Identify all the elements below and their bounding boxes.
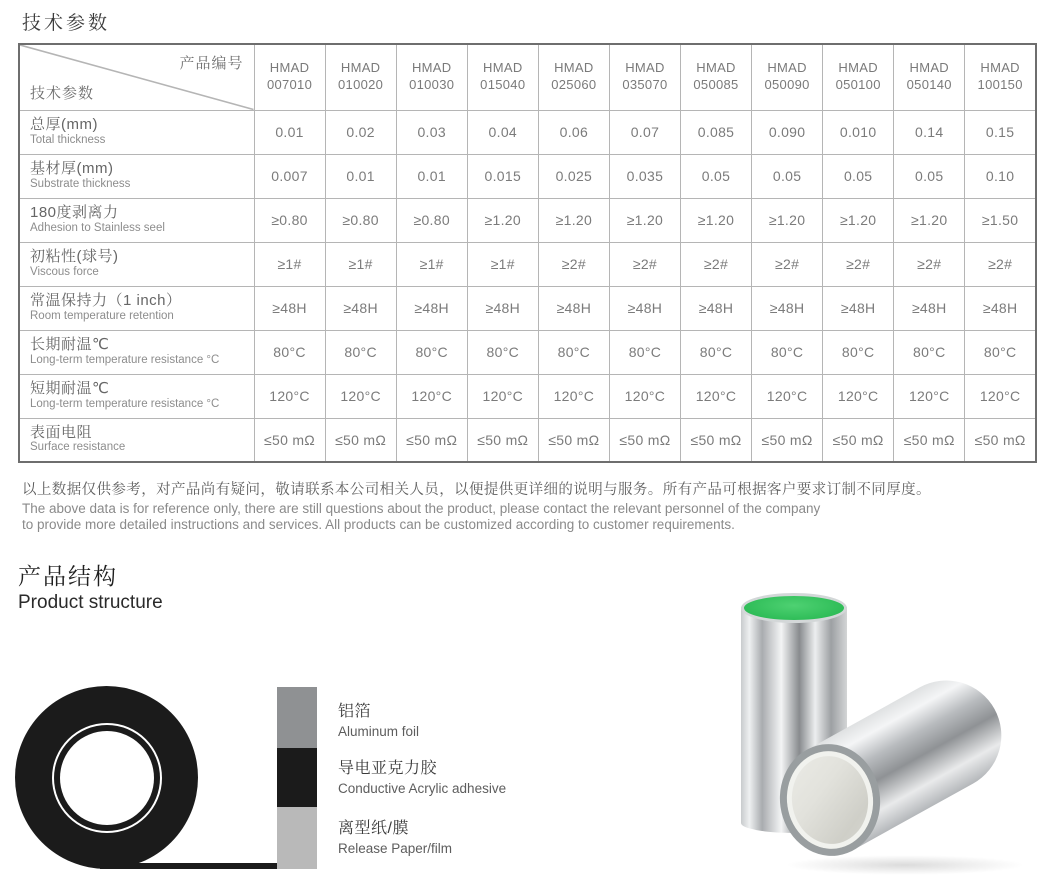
layer-stack	[277, 687, 317, 869]
value-cell: 0.01	[396, 154, 467, 198]
header-row	[19, 44, 1036, 110]
value-cell: ≤50 mΩ	[823, 418, 894, 462]
value-cell: ≥2#	[965, 242, 1036, 286]
value-cell: 120°C	[752, 374, 823, 418]
value-cell: ≥1.20	[609, 198, 680, 242]
tape-roll-schematic	[15, 686, 198, 869]
value-cell: 0.015	[467, 154, 538, 198]
value-cell: 0.07	[609, 110, 680, 154]
param-label-cell: 常温保持力（1 inch） Room temperature retention	[19, 286, 254, 330]
table-row	[19, 286, 1036, 330]
layer-label-zh: 导电亚克力胶	[338, 760, 438, 777]
value-cell: ≤50 mΩ	[325, 418, 396, 462]
table-row	[19, 198, 1036, 242]
value-cell: 120°C	[894, 374, 965, 418]
layer-swatch-conductive-adhesive	[277, 748, 317, 807]
value-cell: ≥1.20	[467, 198, 538, 242]
layer-label-en: Aluminum foil	[338, 724, 420, 739]
value-cell: 80°C	[752, 330, 823, 374]
param-label-cell: 总厚(mm) Total thickness	[19, 110, 254, 154]
value-cell: 0.035	[609, 154, 680, 198]
value-cell: 80°C	[823, 330, 894, 374]
table-row	[19, 110, 1036, 154]
value-cell: ≤50 mΩ	[609, 418, 680, 462]
tilted-roll-shadow	[785, 855, 1025, 875]
value-cell: ≥48H	[538, 286, 609, 330]
value-cell: ≥48H	[823, 286, 894, 330]
value-cell: 120°C	[823, 374, 894, 418]
column-header: HMAD 035070	[609, 44, 680, 110]
value-cell: 120°C	[396, 374, 467, 418]
value-cell: 120°C	[538, 374, 609, 418]
value-cell: ≥1#	[254, 242, 325, 286]
value-cell: ≤50 mΩ	[894, 418, 965, 462]
value-cell: 0.05	[680, 154, 751, 198]
value-cell: ≥1.20	[538, 198, 609, 242]
table-row	[19, 154, 1036, 198]
value-cell: 80°C	[325, 330, 396, 374]
value-cell: ≥48H	[894, 286, 965, 330]
value-cell: ≥2#	[538, 242, 609, 286]
value-cell: 0.10	[965, 154, 1036, 198]
value-cell: ≥1.20	[680, 198, 751, 242]
value-cell: 0.025	[538, 154, 609, 198]
value-cell: 80°C	[680, 330, 751, 374]
value-cell: 120°C	[325, 374, 396, 418]
column-header: HMAD 025060	[538, 44, 609, 110]
value-cell: 0.05	[823, 154, 894, 198]
value-cell: 0.15	[965, 110, 1036, 154]
note-chinese: 以上数据仅供参考，对产品尚有疑问，敬请联系本公司相关人员，以便提供更详细的说明与服务。所有产品可根据客户要求订制不同厚度。	[22, 482, 931, 498]
value-cell: 0.04	[467, 110, 538, 154]
value-cell: ≥1#	[467, 242, 538, 286]
table-row	[19, 242, 1036, 286]
product-structure-title-zh: 产品结构	[18, 563, 118, 589]
value-cell: ≥0.80	[325, 198, 396, 242]
value-cell: ≤50 mΩ	[752, 418, 823, 462]
value-cell: 0.010	[823, 110, 894, 154]
value-cell: ≥48H	[609, 286, 680, 330]
param-label-cell: 短期耐温℃ Long-term temperature resistance °C	[19, 374, 254, 418]
note-english-line1: The above data is for reference only, there are still questions about the product, please contact the relevant personnel of the company	[22, 501, 821, 516]
spec-table	[18, 43, 1037, 463]
value-cell: ≥48H	[752, 286, 823, 330]
column-header: HMAD 050085	[680, 44, 751, 110]
value-cell: 80°C	[609, 330, 680, 374]
value-cell: 0.085	[680, 110, 751, 154]
value-cell: ≥48H	[467, 286, 538, 330]
value-cell: 80°C	[965, 330, 1036, 374]
tape-strip	[100, 863, 278, 869]
value-cell: ≤50 mΩ	[467, 418, 538, 462]
value-cell: ≥2#	[752, 242, 823, 286]
value-cell: 0.01	[325, 154, 396, 198]
value-cell: ≥48H	[325, 286, 396, 330]
param-label-cell: 初粘性(球号) Viscous force	[19, 242, 254, 286]
param-label-cell: 180度剥离力 Adhesion to Stainless seel	[19, 198, 254, 242]
note-english-line2: to provide more detailed instructions and services. All products can be customized according to customer requirements.	[22, 516, 735, 532]
param-label-cell: 表面电阻 Surface resistance	[19, 418, 254, 462]
layer-label-conductive-adhesive	[338, 755, 506, 796]
value-cell: ≥2#	[894, 242, 965, 286]
value-cell: 0.05	[894, 154, 965, 198]
column-header: HMAD 010020	[325, 44, 396, 110]
value-cell: ≥48H	[680, 286, 751, 330]
layer-label-release-paper	[338, 815, 452, 856]
layer-label-aluminum-foil	[338, 698, 419, 739]
value-cell: 0.14	[894, 110, 965, 154]
corner-header-cell	[19, 44, 254, 110]
value-cell: ≤50 mΩ	[965, 418, 1036, 462]
value-cell: ≤50 mΩ	[396, 418, 467, 462]
value-cell: 0.02	[325, 110, 396, 154]
value-cell: ≥48H	[965, 286, 1036, 330]
value-cell: 0.06	[538, 110, 609, 154]
value-cell: ≥1#	[396, 242, 467, 286]
value-cell: ≤50 mΩ	[680, 418, 751, 462]
layer-label-en: Conductive Acrylic adhesive	[338, 781, 507, 796]
value-cell: 0.05	[752, 154, 823, 198]
column-header: HMAD 015040	[467, 44, 538, 110]
value-cell: ≥48H	[254, 286, 325, 330]
layer-swatch-aluminum-foil	[277, 687, 317, 748]
table-row	[19, 374, 1036, 418]
value-cell: ≥0.80	[254, 198, 325, 242]
corner-label-product-code: 产品编号	[179, 55, 244, 72]
note-english	[22, 501, 820, 533]
param-label-cell: 基材厚(mm) Substrate thickness	[19, 154, 254, 198]
tape-roll-core	[60, 731, 154, 825]
table-row	[19, 330, 1036, 374]
value-cell: 80°C	[254, 330, 325, 374]
layer-label-zh: 铝箔	[338, 703, 372, 720]
value-cell: 0.090	[752, 110, 823, 154]
value-cell: ≥2#	[823, 242, 894, 286]
column-header: HMAD 050090	[752, 44, 823, 110]
column-header: HMAD 050140	[894, 44, 965, 110]
value-cell: ≥1#	[325, 242, 396, 286]
value-cell: 120°C	[965, 374, 1036, 418]
value-cell: ≥1.20	[823, 198, 894, 242]
table-row	[19, 418, 1036, 462]
value-cell: 80°C	[538, 330, 609, 374]
value-cell: ≤50 mΩ	[254, 418, 325, 462]
value-cell: ≥2#	[609, 242, 680, 286]
standing-roll-green-top	[741, 593, 847, 623]
value-cell: ≤50 mΩ	[538, 418, 609, 462]
layer-label-en: Release Paper/film	[338, 841, 453, 856]
corner-label-tech-params: 技术参数	[30, 84, 95, 102]
layer-swatch-release-paper	[277, 807, 317, 869]
value-cell: ≥1.20	[752, 198, 823, 242]
value-cell: 80°C	[396, 330, 467, 374]
value-cell: ≥0.80	[396, 198, 467, 242]
column-header: HMAD 010030	[396, 44, 467, 110]
value-cell: 0.007	[254, 154, 325, 198]
value-cell: 120°C	[609, 374, 680, 418]
value-cell: 80°C	[467, 330, 538, 374]
value-cell: 80°C	[894, 330, 965, 374]
value-cell: 0.03	[396, 110, 467, 154]
product-structure-title-en: Product structure	[18, 592, 163, 613]
value-cell: 0.01	[254, 110, 325, 154]
product-photo	[690, 555, 1055, 879]
value-cell: ≥48H	[396, 286, 467, 330]
param-label-cell: 长期耐温℃ Long-term temperature resistance °C	[19, 330, 254, 374]
value-cell: 120°C	[467, 374, 538, 418]
value-cell: ≥1.20	[894, 198, 965, 242]
value-cell: ≥2#	[680, 242, 751, 286]
value-cell: 120°C	[680, 374, 751, 418]
column-header: HMAD 007010	[254, 44, 325, 110]
layer-label-zh: 离型纸/膜	[338, 820, 409, 837]
value-cell: 120°C	[254, 374, 325, 418]
column-header: HMAD 050100	[823, 44, 894, 110]
value-cell: ≥1.50	[965, 198, 1036, 242]
tech-params-title: 技术参数	[22, 13, 111, 34]
column-header: HMAD 100150	[965, 44, 1036, 110]
